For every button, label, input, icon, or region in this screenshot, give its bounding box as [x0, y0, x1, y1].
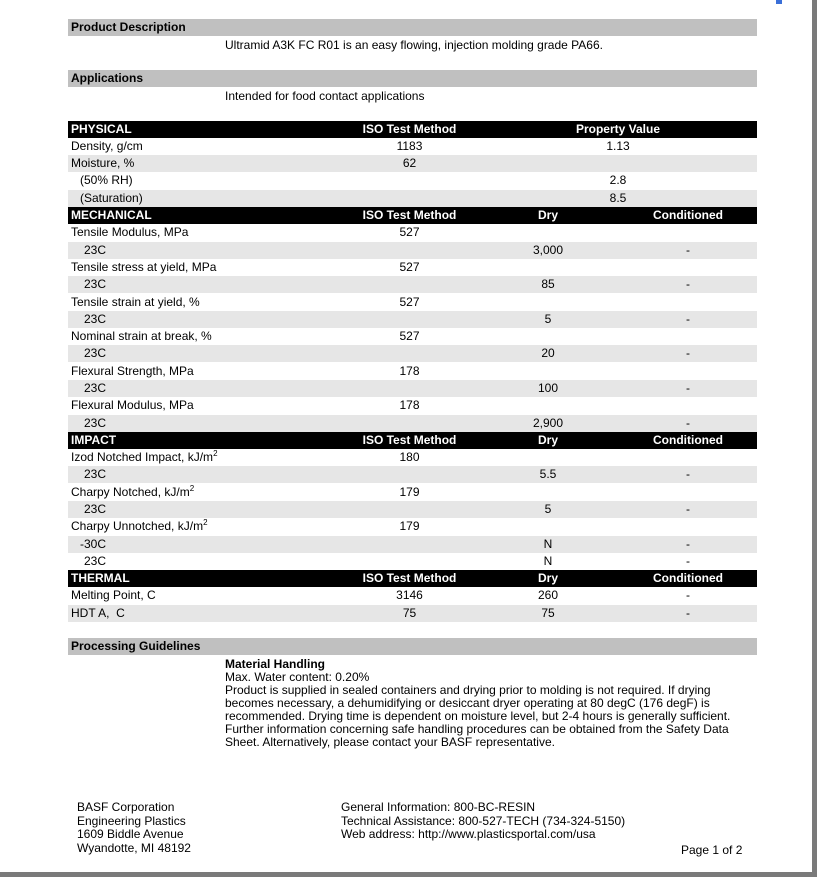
footer-contact	[341, 801, 625, 842]
table-row	[68, 415, 757, 432]
dry-header: Dry	[537, 433, 558, 447]
footer-address	[77, 801, 191, 855]
corner-marker	[776, 0, 782, 4]
table-row	[68, 328, 757, 345]
product-description-text: Ultramid A3K FC R01 is an easy flowing, injection molding grade PA66.	[225, 38, 603, 52]
thermal-header-row	[68, 570, 757, 587]
table-row	[68, 172, 757, 189]
dry-value: 3,000	[532, 243, 564, 257]
section-header-applications	[68, 70, 757, 87]
physical-header-row	[68, 121, 757, 138]
table-row	[68, 536, 757, 553]
table-row	[68, 363, 757, 380]
iso-method: 178	[399, 398, 420, 412]
section-title: Applications	[71, 71, 144, 85]
property-value: 1.13	[606, 139, 630, 153]
conditioned-value: -	[686, 243, 690, 257]
mechanical-header-label: MECHANICAL	[71, 208, 152, 222]
conditioned-header: Conditioned	[653, 208, 723, 222]
dry-header: Dry	[537, 208, 558, 222]
iso-method: 527	[399, 295, 420, 309]
material-handling-title: Material Handling	[225, 657, 326, 671]
property-name: Charpy Notched, $kJ/m^2$	[71, 484, 195, 499]
impact-header-label: IMPACT	[71, 433, 117, 447]
property-name: Tensile Modulus, MPa	[71, 225, 189, 239]
property-name: Nominal strain at break, %	[71, 329, 212, 343]
iso-method: 75	[402, 606, 417, 620]
mechanical-header-row	[68, 207, 757, 224]
iso-method: 179	[399, 519, 420, 533]
iso-method-header: ISO Test Method	[362, 433, 457, 447]
table-row	[68, 294, 757, 311]
table-row	[68, 190, 757, 207]
property-name: Tensile stress at yield, MPa	[71, 260, 217, 274]
iso-method: 527	[399, 329, 420, 343]
iso-method: 1183	[396, 139, 423, 153]
thermal-header-label: THERMAL	[71, 571, 130, 585]
iso-method: 527	[399, 260, 420, 274]
page-border-right	[812, 0, 817, 877]
property-name: Flexural Strength, MPa	[71, 364, 194, 378]
contact-line: Web address: http://www.plasticsportal.com/usa	[341, 827, 596, 841]
property-name: 23C	[84, 467, 107, 481]
material-handling-line: Product is supplied in sealed containers and drying prior to molding is not required. If drying	[225, 683, 711, 697]
address-line: BASF Corporation	[77, 800, 175, 814]
section-title: Processing Guidelines	[71, 639, 201, 653]
conditioned-header: Conditioned	[653, 571, 723, 585]
property-value: 8.5	[609, 191, 627, 205]
property-name: Tensile strain at yield, %	[71, 295, 200, 309]
property-name: (50% RH)	[80, 173, 133, 187]
iso-method: 178	[399, 364, 420, 378]
conditioned-value: -	[686, 554, 690, 568]
conditioned-value: -	[686, 416, 690, 430]
dry-value: N	[543, 537, 553, 551]
address-line: Wyandotte, MI 48192	[77, 840, 191, 855]
contact-line: General Information: 800-BC-RESIN	[341, 800, 536, 814]
dry-value: 20	[541, 346, 555, 360]
property-name: 23C	[84, 346, 107, 360]
table-row	[68, 155, 757, 172]
address-line: 1609 Biddle Avenue	[77, 827, 184, 841]
table-row	[68, 224, 757, 241]
dry-value: 75	[541, 606, 555, 620]
property-name: HDT A, C	[71, 606, 125, 620]
iso-method: 179	[399, 485, 420, 499]
property-name: 23C	[84, 416, 107, 430]
property-name: 23C	[84, 554, 107, 568]
conditioned-value: -	[686, 346, 690, 360]
material-handling-line: Max. Water content: 0.20%	[225, 670, 370, 684]
dry-value: 260	[537, 588, 559, 602]
table-row	[68, 397, 757, 414]
dry-value: 2,900	[532, 416, 564, 430]
dry-header: Dry	[537, 571, 558, 585]
dry-value: 85	[541, 277, 555, 291]
conditioned-value: -	[686, 277, 690, 291]
property-name: 23C	[84, 277, 107, 291]
material-handling-line: Further information concerning safe handling procedures can be obtained from the Safety Data	[225, 722, 729, 736]
table-row	[68, 449, 757, 466]
iso-method-header: ISO Test Method	[362, 571, 457, 585]
dry-value: 5	[544, 312, 552, 326]
conditioned-value: -	[686, 467, 690, 481]
conditioned-value: -	[686, 588, 690, 602]
table-row	[68, 259, 757, 276]
property-name: Izod Notched Impact, $kJ/m^2$	[71, 449, 218, 464]
iso-method: 527	[399, 225, 420, 239]
iso-method: 180	[399, 450, 420, 464]
impact-header-row	[68, 432, 757, 449]
property-name: 23C	[84, 243, 107, 257]
table-row	[68, 242, 757, 259]
page-border-bottom	[0, 872, 817, 877]
property-name: 23C	[84, 312, 107, 326]
dry-value: 5	[544, 502, 552, 516]
property-value-header: Property Value	[575, 122, 661, 136]
property-name: 23C	[84, 502, 107, 516]
property-name: 23C	[84, 381, 107, 395]
property-name: Melting Point, C	[71, 588, 156, 602]
table-row	[68, 138, 757, 155]
dry-value: 5.5	[539, 467, 557, 481]
dry-value: 100	[537, 381, 559, 395]
property-name: Charpy Unnotched, $kJ/m^2$	[71, 518, 208, 533]
iso-method-header: ISO Test Method	[362, 122, 457, 136]
property-name: (Saturation)	[80, 191, 143, 205]
contact-line: Technical Assistance: 800-527-TECH (734-324-5150)	[341, 813, 626, 828]
table-row	[68, 605, 757, 622]
conditioned-value: -	[686, 502, 690, 516]
table-row	[68, 276, 757, 293]
page-number: Page 1 of 2	[681, 843, 743, 857]
section-header-product-description	[68, 19, 757, 36]
property-name: Density, g/cm	[71, 139, 143, 153]
conditioned-value: -	[686, 312, 690, 326]
address-line: Engineering Plastics	[77, 813, 186, 828]
property-name: Flexural Modulus, MPa	[71, 398, 194, 412]
material-handling-line: recommended. Drying time is dependent on moisture level, but 2-4 hours is generally sufficient.	[225, 709, 731, 723]
table-row	[68, 587, 757, 604]
table-row	[68, 311, 757, 328]
property-value: 2.8	[609, 173, 627, 187]
table-row	[68, 501, 757, 518]
property-name: -30C	[80, 537, 107, 551]
conditioned-value: -	[686, 537, 690, 551]
iso-method-header: ISO Test Method	[362, 208, 457, 222]
material-handling-block	[225, 658, 745, 749]
conditioned-value: -	[686, 606, 690, 620]
material-handling-line: Sheet. Alternatively, please contact your BASF representative.	[225, 735, 555, 749]
applications-text: Intended for food contact applications	[225, 89, 425, 103]
table-row	[68, 380, 757, 397]
conditioned-header: Conditioned	[653, 433, 723, 447]
property-name: Moisture, %	[71, 156, 135, 170]
material-handling-line: becomes necessary, a dehumidifying or desiccant dryer operating at 80 degC (176 degF) is	[225, 696, 710, 710]
physical-header-label: PHYSICAL	[71, 122, 132, 136]
iso-method: 62	[402, 156, 417, 170]
table-row	[68, 345, 757, 362]
iso-method: 3146	[396, 588, 423, 602]
table-row	[68, 484, 757, 501]
conditioned-value: -	[686, 381, 690, 395]
section-header-processing-guidelines	[68, 638, 757, 655]
table-row	[68, 518, 757, 535]
table-row	[68, 466, 757, 483]
table-row	[68, 553, 757, 570]
dry-value: N	[543, 554, 553, 568]
section-title: Product Description	[71, 20, 186, 34]
